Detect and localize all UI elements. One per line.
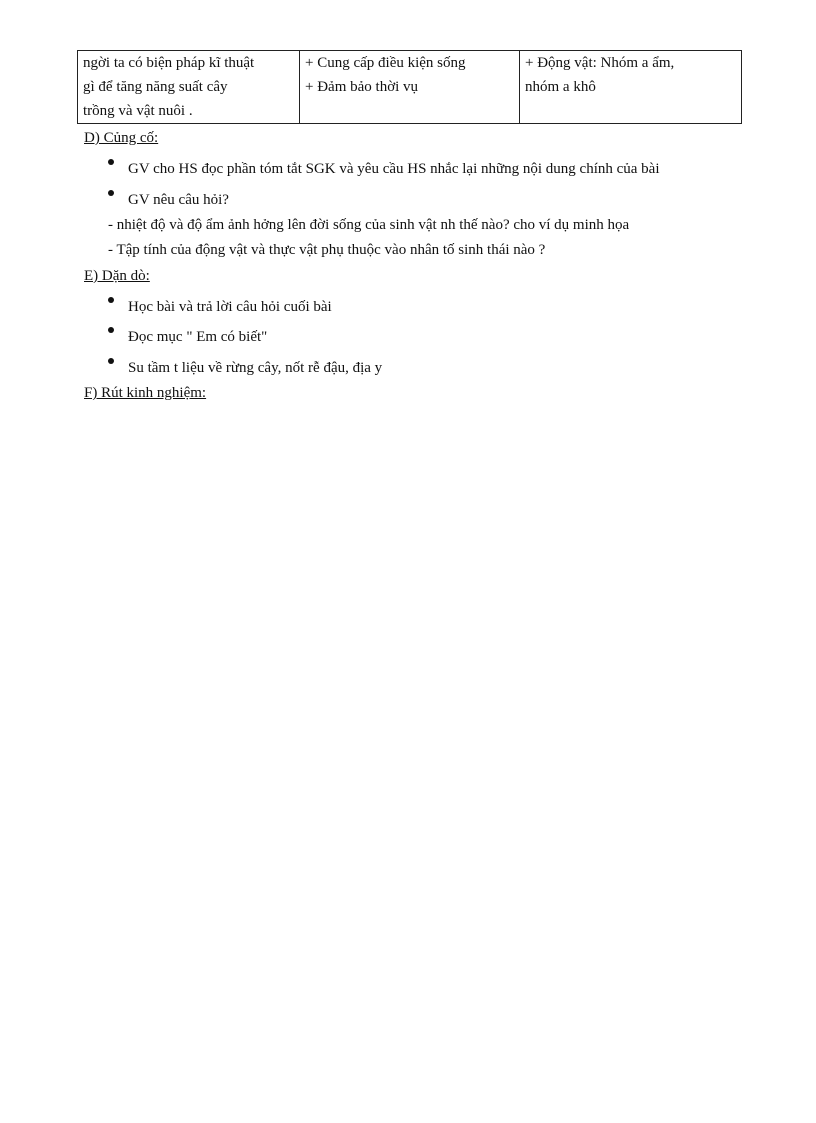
cell-line: + Cung cấp điều kiện sống <box>305 55 466 71</box>
bullet-icon <box>108 159 114 165</box>
list-item <box>108 358 382 378</box>
bullet-text: GV nêu câu hỏi? <box>128 192 229 208</box>
section-e-heading: E) Dặn dò: <box>84 268 150 284</box>
section-f-heading: F) Rút kinh nghiệm: <box>84 385 207 401</box>
cell-line: nhóm a khô <box>525 79 596 95</box>
cell-line: ngời ta có biện pháp kĩ thuật <box>83 55 255 71</box>
table-cell-conditions <box>300 51 520 124</box>
bullet-text: Học bài và trả lời câu hỏi cuối bài <box>128 299 332 315</box>
cell-line: + Động vật: Nhóm a ẩm, <box>525 55 675 71</box>
bullet-icon <box>108 297 114 303</box>
cell-line: gì để tăng năng suất cây <box>83 79 228 95</box>
list-item <box>108 159 660 179</box>
bullet-text: Su tầm t liệu về rừng cây, nốt rễ đậu, địa y <box>128 360 383 376</box>
cell-line: + Đảm bảo thời vụ <box>305 79 419 95</box>
table-cell-question <box>78 51 300 124</box>
cell-line: trồng và vật nuôi . <box>83 103 193 119</box>
bullet-icon <box>108 358 114 364</box>
section-d-heading: D) Củng cố: <box>84 130 159 146</box>
list-item <box>108 327 267 347</box>
question-line: - nhiệt độ và độ ẩm ảnh hởng lên đời sống của sinh vật nh thế nào? cho ví dụ minh họa <box>108 217 630 233</box>
table-row <box>78 51 742 124</box>
table-cell-animals <box>520 51 742 124</box>
bullet-icon <box>108 327 114 333</box>
question-line: - Tập tính của động vật và thực vật phụ thuộc vào nhân tố sinh thái nào ? <box>108 242 546 258</box>
list-item <box>108 297 332 317</box>
bullet-icon <box>108 190 114 196</box>
bullet-text: Đọc mục " Em có biết" <box>128 329 268 345</box>
lesson-table <box>77 50 742 124</box>
bullet-text: GV cho HS đọc phần tóm tắt SGK và yêu cầu HS nhắc lại những nội dung chính của bài <box>128 161 660 177</box>
list-item <box>108 190 229 210</box>
